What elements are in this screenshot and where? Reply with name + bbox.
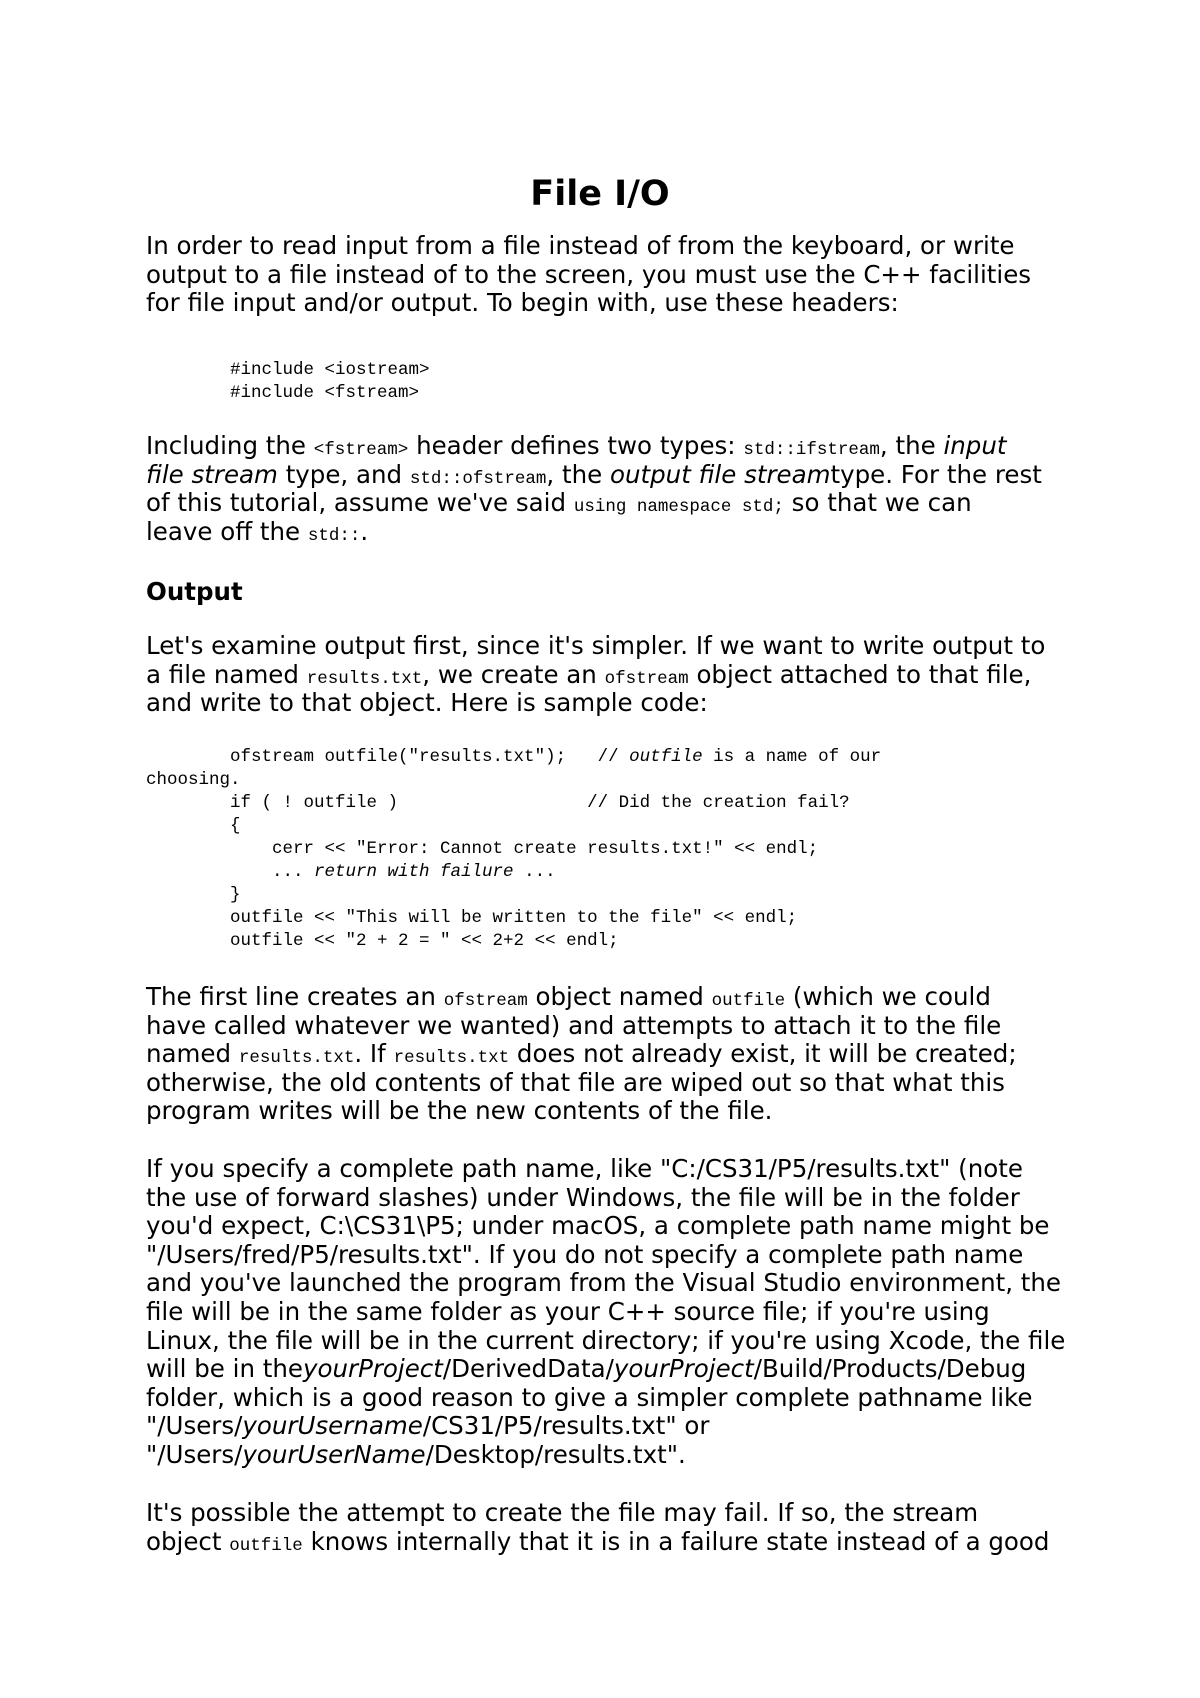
inline-code: using namespace std; bbox=[573, 497, 784, 518]
text-line: have called whatever we wanted) and attempts to attach it to the file bbox=[146, 1010, 1002, 1040]
text-line: It's possible the attempt to create the file may fail. If so, the stream bbox=[146, 1498, 979, 1527]
first-line-paragraph bbox=[146, 983, 1066, 1126]
path-paragraph bbox=[146, 1155, 1066, 1470]
inline-code: outfile bbox=[229, 1535, 303, 1556]
code-line: outfile << "2 + 2 = " << 2+2 << endl; bbox=[146, 931, 619, 951]
text: "/Users/ bbox=[146, 1411, 243, 1441]
text-line bbox=[146, 461, 1066, 490]
text-line bbox=[146, 661, 1066, 690]
text-line: and write to that object. Here is sample code: bbox=[146, 688, 708, 718]
text-line bbox=[146, 432, 1066, 461]
code-line bbox=[146, 861, 1066, 884]
text-line: folder, which is a good reason to give a simpler complete pathname like bbox=[146, 1382, 1033, 1412]
italic-text: output file stream bbox=[610, 459, 831, 489]
text: header defines two types: bbox=[408, 431, 744, 460]
text: type. For the rest bbox=[830, 459, 1042, 489]
text: /DerivedData/ bbox=[442, 1354, 614, 1384]
italic-text: yourUsername bbox=[242, 1411, 423, 1441]
text-line: Let's examine output first, since it's simpler. If we want to write output to bbox=[146, 631, 1046, 660]
text-line: file will be in the same folder as your C++ source file; if you're using bbox=[146, 1296, 990, 1326]
text: /CS31/P5/results.txt" or bbox=[422, 1411, 710, 1441]
text-line: for file input and/or output. To begin with, use these headers: bbox=[146, 288, 899, 318]
text: a file named bbox=[146, 659, 307, 689]
inline-code: std::ifstream bbox=[743, 440, 880, 460]
code-line: if ( ! outfile ) // Did the creation fail? bbox=[146, 793, 850, 813]
text-line bbox=[146, 1355, 1066, 1384]
text: type, and bbox=[277, 459, 410, 489]
italic-text: yourUserName bbox=[242, 1439, 426, 1469]
text-line: you'd expect, C:\CS31\P5; under macOS, a complete path name might be bbox=[146, 1211, 1050, 1241]
text: object attached to that file, bbox=[688, 659, 1032, 689]
code-line: { bbox=[146, 816, 241, 836]
text-line: In order to read input from a file instead of from the keyboard, or write bbox=[146, 231, 1015, 260]
text: does not already exist, it will be created; bbox=[509, 1039, 1017, 1069]
text-line bbox=[146, 489, 1066, 518]
inline-code: ofstream bbox=[443, 991, 528, 1011]
code-line: choosing. bbox=[146, 770, 241, 790]
code-italic: return with failure bbox=[314, 862, 514, 882]
inline-code: ofstream bbox=[604, 668, 689, 689]
text-line: Linux, the file will be in the current directory; if you're using Xcode, the file bbox=[146, 1325, 1066, 1355]
inline-code: results.txt bbox=[306, 668, 423, 689]
text: . bbox=[360, 516, 369, 546]
text-line: and you've launched the program from the Visual Studio environment, the bbox=[146, 1268, 1062, 1298]
text-line: otherwise, the old contents of that file are wiped out so that what this bbox=[146, 1067, 1005, 1097]
italic-text: file stream bbox=[146, 459, 278, 489]
code-text: ... bbox=[146, 862, 315, 882]
text-line: program writes will be the new contents of the file. bbox=[146, 1096, 773, 1126]
text: (which we could bbox=[785, 982, 991, 1011]
text: so that we can bbox=[783, 488, 972, 518]
text: The first line creates an bbox=[146, 982, 444, 1011]
intro-paragraph bbox=[146, 232, 1066, 318]
text-line bbox=[146, 983, 1066, 1012]
code-line bbox=[146, 359, 1066, 382]
italic-text: yourProject bbox=[303, 1354, 443, 1384]
text: leave off the bbox=[146, 516, 308, 546]
code-line: outfile << "This will be written to the file" << endl; bbox=[146, 908, 798, 928]
text-line: If you specify a complete path name, like "C:/CS31/P5/results.txt" (note bbox=[146, 1154, 1023, 1183]
text-line bbox=[146, 1528, 1066, 1557]
include-iostream: #include <iostream> bbox=[230, 360, 430, 380]
text-line: output to a file instead of to the screen, you must use the C++ facilities bbox=[146, 259, 1032, 289]
text: object bbox=[146, 1526, 230, 1556]
code-text: ofstream outfile("results.txt"); // bbox=[146, 747, 630, 767]
code-line bbox=[146, 382, 1066, 405]
text-line bbox=[146, 1441, 1066, 1470]
inline-code: std::ofstream bbox=[409, 468, 547, 489]
inline-code: <fstream> bbox=[313, 440, 409, 460]
text-line bbox=[146, 1412, 1066, 1441]
text: , we create an bbox=[422, 659, 605, 689]
including-paragraph bbox=[146, 432, 1066, 546]
text: "/Users/ bbox=[146, 1439, 243, 1469]
code-text: ... bbox=[513, 862, 556, 882]
text: , the bbox=[546, 459, 610, 489]
text: will be in the bbox=[146, 1354, 303, 1384]
code-line: } bbox=[146, 885, 241, 905]
text: , the bbox=[879, 431, 944, 460]
text-line: "/Users/fred/P5/results.txt". If you do not specify a complete path name bbox=[146, 1239, 1024, 1269]
page-title: File I/O bbox=[530, 174, 670, 214]
code-line bbox=[146, 746, 1066, 769]
inline-code: std:: bbox=[307, 525, 361, 546]
italic-text: yourProject bbox=[613, 1354, 754, 1384]
text: . If bbox=[354, 1039, 394, 1069]
inline-code: results.txt bbox=[238, 1048, 355, 1069]
text: named bbox=[146, 1039, 239, 1069]
italic-text: input bbox=[943, 431, 1007, 460]
code-italic: outfile bbox=[629, 747, 703, 767]
output-heading: Output bbox=[146, 577, 243, 606]
code-line: cerr << "Error: Cannot create results.txt!" << endl; bbox=[146, 839, 819, 859]
inline-code: outfile bbox=[711, 991, 786, 1011]
text-line bbox=[146, 518, 1066, 547]
inline-code: results.txt bbox=[393, 1048, 510, 1069]
text: of this tutorial, assume we've said bbox=[146, 488, 574, 518]
include-fstream: #include <fstream> bbox=[230, 383, 420, 403]
text: /Desktop/results.txt". bbox=[425, 1439, 686, 1469]
text: object named bbox=[527, 982, 712, 1011]
text: Including the bbox=[146, 431, 314, 460]
code-text: is a name of our bbox=[702, 747, 882, 767]
text-line bbox=[146, 1040, 1066, 1069]
possible-paragraph bbox=[146, 1499, 1066, 1556]
text: knows internally that it is in a failure state instead of a good bbox=[302, 1526, 1050, 1556]
text: /Build/Products/Debug bbox=[753, 1354, 1027, 1384]
headers-code-block bbox=[146, 359, 1066, 405]
sample-code-block bbox=[146, 746, 1066, 953]
output-intro-paragraph bbox=[146, 632, 1066, 718]
text-line: the use of forward slashes) under Windows, the file will be in the folder bbox=[146, 1182, 1020, 1212]
